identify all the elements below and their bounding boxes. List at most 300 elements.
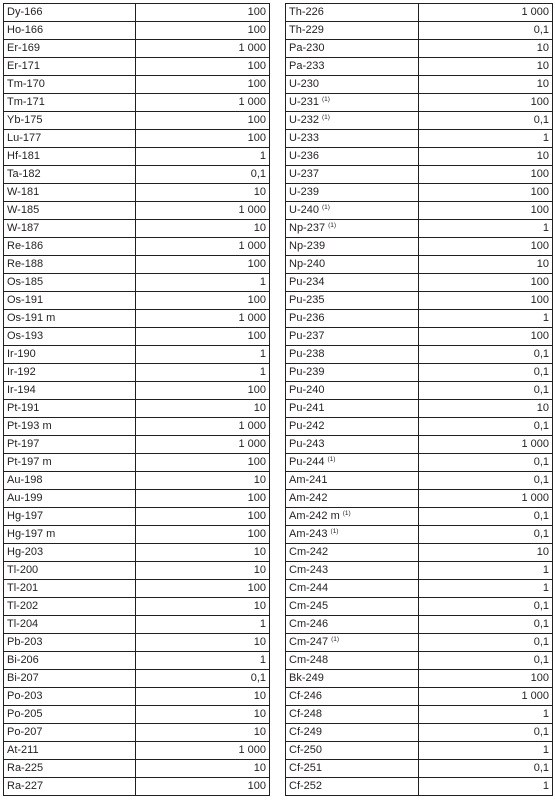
nuclide-cell bbox=[286, 328, 419, 346]
nuclide-name: Ir-194 bbox=[7, 384, 36, 396]
nuclide-cell bbox=[286, 634, 419, 652]
table-row bbox=[286, 436, 553, 454]
nuclide-name: Hg-197 m bbox=[7, 528, 56, 540]
nuclide-name: Ho-166 bbox=[7, 24, 44, 36]
table-row bbox=[286, 418, 553, 436]
nuclide-name: U-231 bbox=[289, 96, 319, 108]
limit-value: 100 bbox=[136, 328, 270, 346]
nuclide-name: U-232 bbox=[289, 114, 319, 126]
nuclide-cell bbox=[286, 202, 419, 220]
limit-value: 1 bbox=[419, 310, 553, 328]
limit-value: 10 bbox=[136, 562, 270, 580]
table-row bbox=[286, 580, 553, 598]
nuclide-table-right-body bbox=[286, 4, 553, 796]
nuclide-cell bbox=[286, 166, 419, 184]
nuclide-cell bbox=[4, 382, 136, 400]
table-row bbox=[4, 166, 270, 184]
limit-value: 100 bbox=[136, 256, 270, 274]
nuclide-name: W-181 bbox=[7, 186, 40, 198]
table-row bbox=[4, 310, 270, 328]
nuclide-name: Po-205 bbox=[7, 708, 43, 720]
nuclide-name: Cf-252 bbox=[289, 780, 323, 792]
limit-value: 1 000 bbox=[136, 94, 270, 112]
nuclide-cell bbox=[4, 634, 136, 652]
nuclide-name: Cm-244 bbox=[289, 582, 329, 594]
table-row bbox=[286, 58, 553, 76]
limit-value: 0,1 bbox=[419, 508, 553, 526]
nuclide-cell bbox=[286, 526, 419, 544]
nuclide-name: U-237 bbox=[289, 168, 319, 180]
nuclide-cell bbox=[4, 652, 136, 670]
limit-value: 1 bbox=[136, 652, 270, 670]
nuclide-name: Th-226 bbox=[289, 6, 324, 18]
nuclide-cell bbox=[286, 616, 419, 634]
limit-value: 100 bbox=[419, 328, 553, 346]
nuclide-cell bbox=[286, 310, 419, 328]
table-row bbox=[4, 454, 270, 472]
table-row bbox=[286, 4, 553, 22]
nuclide-name: Np-240 bbox=[289, 258, 326, 270]
nuclide-name: Pa-230 bbox=[289, 42, 325, 54]
limit-value: 1 000 bbox=[419, 4, 553, 22]
nuclide-cell bbox=[286, 112, 419, 130]
table-row bbox=[4, 616, 270, 634]
nuclide-cell bbox=[4, 706, 136, 724]
nuclide-table-left bbox=[3, 3, 270, 796]
nuclide-cell bbox=[4, 58, 136, 76]
nuclide-cell bbox=[4, 238, 136, 256]
limit-value: 0,1 bbox=[419, 364, 553, 382]
nuclide-cell bbox=[4, 526, 136, 544]
footnote-marker: (1) bbox=[321, 114, 330, 121]
table-row bbox=[286, 130, 553, 148]
nuclide-cell bbox=[286, 778, 419, 796]
nuclide-name: Pu-241 bbox=[289, 402, 325, 414]
limit-value: 100 bbox=[419, 238, 553, 256]
table-row bbox=[4, 508, 270, 526]
table-row bbox=[286, 616, 553, 634]
limit-value: 10 bbox=[136, 220, 270, 238]
limit-value: 10 bbox=[136, 706, 270, 724]
limit-value: 1 000 bbox=[136, 436, 270, 454]
table-row bbox=[4, 58, 270, 76]
nuclide-name: Tl-201 bbox=[7, 582, 39, 594]
nuclide-name: Th-229 bbox=[289, 24, 324, 36]
nuclide-name: Po-207 bbox=[7, 726, 43, 738]
nuclide-cell bbox=[4, 472, 136, 490]
nuclide-cell bbox=[286, 544, 419, 562]
nuclide-name: W-187 bbox=[7, 222, 40, 234]
nuclide-cell bbox=[4, 724, 136, 742]
table-row bbox=[286, 274, 553, 292]
table-row bbox=[4, 112, 270, 130]
nuclide-name: Cm-246 bbox=[289, 618, 329, 630]
table-row bbox=[286, 652, 553, 670]
nuclide-name: Pu-239 bbox=[289, 366, 325, 378]
table-row bbox=[4, 436, 270, 454]
nuclide-cell bbox=[286, 688, 419, 706]
nuclide-name: Pt-191 bbox=[7, 402, 40, 414]
footnote-marker: (1) bbox=[342, 510, 351, 517]
nuclide-name: Er-169 bbox=[7, 42, 41, 54]
limit-value: 10 bbox=[419, 40, 553, 58]
limit-value: 0,1 bbox=[419, 382, 553, 400]
table-row bbox=[286, 706, 553, 724]
limit-value: 100 bbox=[419, 274, 553, 292]
nuclide-cell bbox=[4, 220, 136, 238]
table-row bbox=[286, 526, 553, 544]
nuclide-cell bbox=[286, 4, 419, 22]
limit-value: 10 bbox=[136, 688, 270, 706]
limit-value: 100 bbox=[419, 292, 553, 310]
nuclide-name: Cf-250 bbox=[289, 744, 323, 756]
nuclide-name: Pt-197 m bbox=[7, 456, 52, 468]
table-row bbox=[4, 382, 270, 400]
nuclide-name: Pu-244 bbox=[289, 456, 325, 468]
limit-value: 1 000 bbox=[419, 490, 553, 508]
nuclide-name: Pa-233 bbox=[289, 60, 325, 72]
limit-value: 1 bbox=[136, 364, 270, 382]
nuclide-cell bbox=[4, 292, 136, 310]
nuclide-name: Os-191 m bbox=[7, 312, 56, 324]
table-row bbox=[4, 706, 270, 724]
nuclide-cell bbox=[286, 742, 419, 760]
nuclide-cell bbox=[286, 580, 419, 598]
nuclide-cell bbox=[4, 76, 136, 94]
nuclide-name: Am-242 bbox=[289, 492, 328, 504]
limit-value: 10 bbox=[419, 148, 553, 166]
limit-value: 1 000 bbox=[136, 40, 270, 58]
limit-value: 1 bbox=[136, 616, 270, 634]
limit-value: 100 bbox=[419, 184, 553, 202]
limit-value: 10 bbox=[419, 544, 553, 562]
footnote-marker: (1) bbox=[331, 636, 340, 643]
limit-value: 100 bbox=[136, 382, 270, 400]
table-row bbox=[4, 238, 270, 256]
limit-value: 0,1 bbox=[419, 760, 553, 778]
nuclide-name: Np-239 bbox=[289, 240, 326, 252]
table-row bbox=[4, 94, 270, 112]
nuclide-name: Cf-248 bbox=[289, 708, 323, 720]
table-row bbox=[286, 778, 553, 796]
nuclide-cell bbox=[4, 346, 136, 364]
limit-value: 0,1 bbox=[419, 616, 553, 634]
nuclide-cell bbox=[4, 418, 136, 436]
limit-value: 1 000 bbox=[136, 418, 270, 436]
nuclide-name: Tl-204 bbox=[7, 618, 39, 630]
limit-value: 100 bbox=[136, 508, 270, 526]
nuclide-cell bbox=[4, 598, 136, 616]
nuclide-name: Cm-248 bbox=[289, 654, 329, 666]
table-row bbox=[286, 328, 553, 346]
table-row bbox=[286, 508, 553, 526]
limit-value: 1 bbox=[419, 778, 553, 796]
nuclide-cell bbox=[286, 724, 419, 742]
table-row bbox=[286, 760, 553, 778]
limit-value: 100 bbox=[136, 580, 270, 598]
nuclide-cell bbox=[286, 274, 419, 292]
nuclide-cell bbox=[286, 670, 419, 688]
nuclide-name: Ra-227 bbox=[7, 780, 44, 792]
table-row bbox=[286, 346, 553, 364]
limit-value: 0,1 bbox=[419, 598, 553, 616]
nuclide-name: Cf-246 bbox=[289, 690, 323, 702]
nuclide-name: At-211 bbox=[7, 744, 39, 756]
nuclide-name: Bi-206 bbox=[7, 654, 39, 666]
nuclide-name: Pu-243 bbox=[289, 438, 325, 450]
nuclide-name: Am-241 bbox=[289, 474, 328, 486]
nuclide-cell bbox=[286, 292, 419, 310]
nuclide-name: Dy-166 bbox=[7, 6, 43, 18]
nuclide-cell bbox=[4, 436, 136, 454]
table-row bbox=[286, 310, 553, 328]
nuclide-cell bbox=[4, 616, 136, 634]
limit-value: 100 bbox=[136, 292, 270, 310]
limit-value: 1 bbox=[419, 580, 553, 598]
nuclide-cell bbox=[4, 688, 136, 706]
nuclide-name: Pt-197 bbox=[7, 438, 40, 450]
limit-value: 1 000 bbox=[136, 202, 270, 220]
nuclide-name: Po-203 bbox=[7, 690, 43, 702]
limit-value: 100 bbox=[136, 130, 270, 148]
limit-value: 100 bbox=[419, 94, 553, 112]
table-row bbox=[286, 256, 553, 274]
table-row bbox=[4, 580, 270, 598]
nuclide-cell bbox=[4, 22, 136, 40]
table-row bbox=[4, 778, 270, 796]
footnote-marker: (1) bbox=[327, 456, 336, 463]
table-row bbox=[286, 634, 553, 652]
limit-value: 100 bbox=[419, 166, 553, 184]
nuclide-cell bbox=[286, 454, 419, 472]
limit-value: 10 bbox=[136, 184, 270, 202]
limit-value: 1 bbox=[419, 220, 553, 238]
table-row bbox=[4, 634, 270, 652]
nuclide-name: Cf-249 bbox=[289, 726, 323, 738]
nuclide-name: Os-193 bbox=[7, 330, 44, 342]
nuclide-cell bbox=[286, 184, 419, 202]
nuclide-name: U-239 bbox=[289, 186, 319, 198]
table-row bbox=[4, 688, 270, 706]
nuclide-cell bbox=[286, 256, 419, 274]
limit-value: 1 000 bbox=[136, 742, 270, 760]
nuclide-name: Cm-242 bbox=[289, 546, 329, 558]
table-row bbox=[4, 544, 270, 562]
table-row bbox=[286, 94, 553, 112]
table-row bbox=[4, 670, 270, 688]
nuclide-name: Os-191 bbox=[7, 294, 44, 306]
nuclide-table-right bbox=[285, 3, 553, 796]
limit-value: 100 bbox=[136, 76, 270, 94]
table-row bbox=[286, 238, 553, 256]
table-row bbox=[286, 202, 553, 220]
limit-value: 10 bbox=[136, 400, 270, 418]
nuclide-name: Re-188 bbox=[7, 258, 44, 270]
nuclide-cell bbox=[4, 94, 136, 112]
nuclide-name: Cm-245 bbox=[289, 600, 329, 612]
nuclide-name: Lu-177 bbox=[7, 132, 42, 144]
nuclide-cell bbox=[4, 364, 136, 382]
nuclide-cell bbox=[286, 760, 419, 778]
table-row bbox=[4, 76, 270, 94]
nuclide-cell bbox=[286, 472, 419, 490]
nuclide-name: Pu-234 bbox=[289, 276, 325, 288]
limit-value: 1 bbox=[136, 148, 270, 166]
limit-value: 10 bbox=[136, 598, 270, 616]
nuclide-cell bbox=[286, 382, 419, 400]
nuclide-name: U-230 bbox=[289, 78, 319, 90]
nuclide-cell bbox=[4, 4, 136, 22]
limit-value: 0,1 bbox=[419, 634, 553, 652]
nuclide-cell bbox=[4, 562, 136, 580]
table-row bbox=[286, 22, 553, 40]
table-row bbox=[4, 328, 270, 346]
nuclide-name: Au-199 bbox=[7, 492, 43, 504]
table-row bbox=[4, 4, 270, 22]
limit-value: 1 000 bbox=[419, 688, 553, 706]
table-row bbox=[4, 418, 270, 436]
nuclide-cell bbox=[286, 508, 419, 526]
nuclide-name: Np-237 bbox=[289, 222, 326, 234]
table-row bbox=[286, 166, 553, 184]
nuclide-name: Hf-181 bbox=[7, 150, 41, 162]
table-row bbox=[4, 148, 270, 166]
nuclide-cell bbox=[4, 310, 136, 328]
limit-value: 100 bbox=[419, 670, 553, 688]
limit-value: 100 bbox=[136, 490, 270, 508]
table-row bbox=[286, 742, 553, 760]
nuclide-name: Bk-249 bbox=[289, 672, 324, 684]
limit-value: 0,1 bbox=[136, 670, 270, 688]
nuclide-name: U-240 bbox=[289, 204, 319, 216]
nuclide-cell bbox=[4, 184, 136, 202]
nuclide-cell bbox=[4, 328, 136, 346]
table-row bbox=[4, 472, 270, 490]
limit-value: 10 bbox=[136, 760, 270, 778]
nuclide-cell bbox=[286, 220, 419, 238]
table-row bbox=[286, 562, 553, 580]
nuclide-name: Tm-170 bbox=[7, 78, 45, 90]
nuclide-name: Ir-192 bbox=[7, 366, 36, 378]
table-row bbox=[286, 454, 553, 472]
limit-value: 100 bbox=[136, 4, 270, 22]
table-row bbox=[286, 688, 553, 706]
table-row bbox=[286, 40, 553, 58]
nuclide-name: Cm-243 bbox=[289, 564, 329, 576]
table-row bbox=[4, 400, 270, 418]
nuclide-table-left-body bbox=[4, 4, 270, 796]
nuclide-cell bbox=[286, 598, 419, 616]
limit-value: 1 000 bbox=[419, 436, 553, 454]
nuclide-cell bbox=[286, 40, 419, 58]
table-row bbox=[286, 364, 553, 382]
nuclide-cell bbox=[286, 238, 419, 256]
nuclide-cell bbox=[4, 454, 136, 472]
limit-value: 1 bbox=[136, 346, 270, 364]
nuclide-name: Pu-236 bbox=[289, 312, 325, 324]
nuclide-name: Pu-237 bbox=[289, 330, 325, 342]
table-row bbox=[4, 346, 270, 364]
nuclide-cell bbox=[286, 22, 419, 40]
table-row bbox=[4, 562, 270, 580]
nuclide-name: Am-243 bbox=[289, 528, 328, 540]
limit-value: 100 bbox=[136, 454, 270, 472]
nuclide-cell bbox=[286, 346, 419, 364]
limit-value: 1 bbox=[419, 130, 553, 148]
limit-value: 100 bbox=[136, 22, 270, 40]
nuclide-name: Hg-203 bbox=[7, 546, 44, 558]
limit-value: 100 bbox=[136, 778, 270, 796]
limit-value: 0,1 bbox=[419, 724, 553, 742]
nuclide-name: Tm-171 bbox=[7, 96, 45, 108]
nuclide-cell bbox=[4, 148, 136, 166]
nuclide-cell bbox=[4, 40, 136, 58]
nuclide-name: Tl-202 bbox=[7, 600, 39, 612]
nuclide-cell bbox=[4, 256, 136, 274]
nuclide-cell bbox=[4, 760, 136, 778]
nuclide-name: Cf-251 bbox=[289, 762, 323, 774]
limit-value: 10 bbox=[136, 544, 270, 562]
footnote-marker: (1) bbox=[328, 222, 337, 229]
nuclide-cell bbox=[286, 94, 419, 112]
nuclide-cell bbox=[4, 580, 136, 598]
nuclide-cell bbox=[4, 544, 136, 562]
nuclide-cell bbox=[286, 364, 419, 382]
nuclide-name: Ta-182 bbox=[7, 168, 41, 180]
nuclide-cell bbox=[286, 58, 419, 76]
nuclide-name: Am-242 m bbox=[289, 510, 340, 522]
nuclide-cell bbox=[286, 418, 419, 436]
limit-value: 10 bbox=[419, 58, 553, 76]
table-row bbox=[4, 40, 270, 58]
nuclide-name: Pu-235 bbox=[289, 294, 325, 306]
table-row bbox=[4, 220, 270, 238]
nuclide-name: Er-171 bbox=[7, 60, 41, 72]
limit-value: 1 bbox=[419, 742, 553, 760]
nuclide-cell bbox=[4, 112, 136, 130]
footnote-marker: (1) bbox=[330, 528, 339, 535]
limit-value: 0,1 bbox=[419, 472, 553, 490]
nuclide-name: Ir-190 bbox=[7, 348, 36, 360]
limit-value: 1 bbox=[419, 562, 553, 580]
nuclide-cell bbox=[4, 166, 136, 184]
table-row bbox=[4, 652, 270, 670]
nuclide-cell bbox=[4, 742, 136, 760]
table-row bbox=[4, 526, 270, 544]
table-row bbox=[286, 670, 553, 688]
limit-value: 0,1 bbox=[419, 346, 553, 364]
limit-value: 0,1 bbox=[419, 418, 553, 436]
table-row bbox=[4, 760, 270, 778]
limit-value: 0,1 bbox=[419, 652, 553, 670]
table-row bbox=[4, 274, 270, 292]
nuclide-name: W-185 bbox=[7, 204, 40, 216]
table-row bbox=[286, 112, 553, 130]
nuclide-cell bbox=[4, 778, 136, 796]
nuclide-name: Hg-197 bbox=[7, 510, 44, 522]
table-row bbox=[286, 724, 553, 742]
nuclide-name: Pu-240 bbox=[289, 384, 325, 396]
limit-value: 1 bbox=[136, 274, 270, 292]
limit-value: 1 000 bbox=[136, 238, 270, 256]
limit-value: 0,1 bbox=[419, 454, 553, 472]
limit-value: 0,1 bbox=[136, 166, 270, 184]
nuclide-cell bbox=[286, 76, 419, 94]
nuclide-cell bbox=[4, 400, 136, 418]
table-row bbox=[286, 544, 553, 562]
nuclide-name: U-236 bbox=[289, 150, 319, 162]
table-row bbox=[286, 490, 553, 508]
